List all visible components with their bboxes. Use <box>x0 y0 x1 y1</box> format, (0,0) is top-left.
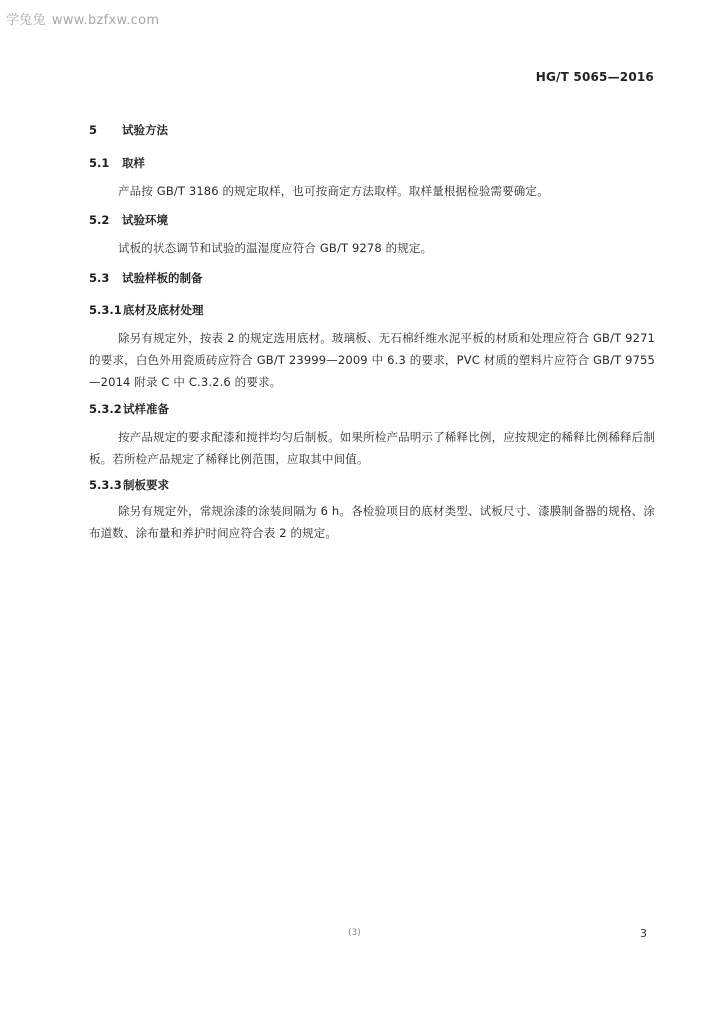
section-title: 试验样板的制备 <box>122 271 203 285</box>
section-5-2-body: 试板的状态调节和试验的温湿度应符合 GB/T 9278 的规定。 <box>118 241 433 255</box>
section-title: 试验方法 <box>122 123 168 137</box>
section-number: 5.1 <box>89 156 110 170</box>
section-number: 5.3.2 <box>89 402 122 416</box>
section-5-1-body: 产品按 GB/T 3186 的规定取样，也可按商定方法取样。取样量根据检验需要确定。 <box>118 184 549 198</box>
standard-code: HG/T 5065—2016 <box>535 70 654 84</box>
section-5-3-2-heading <box>89 401 169 417</box>
watermark-site-name: 学兔兔 <box>6 13 46 28</box>
section-title: 底材及底材处理 <box>123 303 204 317</box>
section-number: 5.3.1 <box>89 303 122 317</box>
section-5-3-3-body: 除另有规定外，常规涂漆的涂装间隔为 6 h。各检验项目的底材类型、试板尺寸、漆膜制备器的规格、涂布道数、涂布量和养护时间应符合表 2 的规定。 <box>89 504 655 540</box>
section-number: 5.3.3 <box>89 478 122 492</box>
section-number: 5 <box>89 123 98 137</box>
section-5-1-heading <box>89 155 145 171</box>
page-number: 3 <box>640 927 647 940</box>
section-5-3-2-body: 按产品规定的要求配漆和搅拌均匀后制板。如果所检产品明示了稀释比例，应按规定的稀释比例稀释后制板。若所检产品规定了稀释比例范围，应取其中间值。 <box>89 430 655 466</box>
section-5-heading <box>89 122 168 138</box>
section-5-2-heading <box>89 212 168 228</box>
section-5-3-1-heading <box>89 302 204 318</box>
section-5-3-1-body: 除另有规定外，按表 2 的规定选用底材。玻璃板、无石棉纤维水泥平板的材质和处理应符合 GB/T 9271 的要求，白色外用瓷质砖应符合 GB/T 23999—2009 中 6.3 的要求，PVC 材质的塑料片应符合 GB/T 9755—2014 附录 C 中 C.3.2.6 的要求。 <box>89 331 655 389</box>
section-number: 5.3 <box>89 271 110 285</box>
section-title: 取样 <box>122 156 145 170</box>
section-title: 试验环境 <box>122 213 168 227</box>
section-5-3-3-heading <box>89 477 169 493</box>
watermark-site-url: www.bzfxw.com <box>51 13 160 28</box>
section-5-3-heading <box>89 270 203 286</box>
section-number: 5.2 <box>89 213 110 227</box>
site-watermark <box>6 9 159 28</box>
section-title: 制板要求 <box>123 478 169 492</box>
footer-center-mark: (3) <box>348 928 361 938</box>
section-title: 试样准备 <box>123 402 169 416</box>
